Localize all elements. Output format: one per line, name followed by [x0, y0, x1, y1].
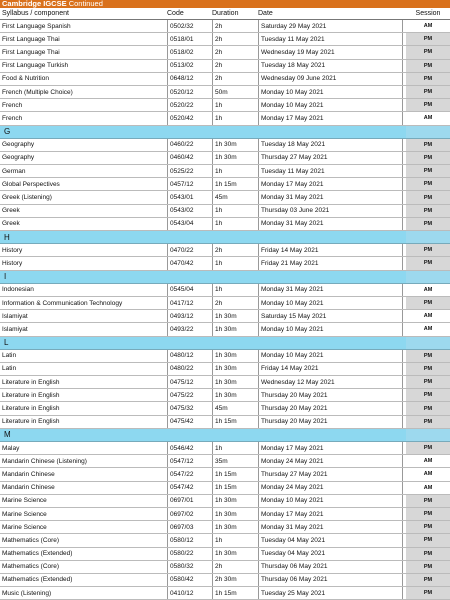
date-cell: Thursday 03 June 2021	[258, 205, 403, 217]
session-cell: PM	[406, 402, 450, 414]
code-cell: 0697/01	[167, 495, 209, 507]
section-header	[0, 429, 450, 442]
session-cell: AM	[406, 482, 450, 494]
duration-cell: 1h 30m	[212, 548, 255, 560]
section-session-cell	[406, 271, 450, 283]
date-cell: Thursday 06 May 2021	[258, 574, 403, 586]
duration-cell: 1h	[212, 99, 255, 111]
table-row	[0, 455, 450, 468]
duration-cell: 2h	[212, 73, 255, 85]
header-subject: Syllabus / component	[2, 10, 69, 17]
session-cell: PM	[406, 534, 450, 546]
session-cell: PM	[406, 548, 450, 560]
date-cell: Wednesday 12 May 2021	[258, 376, 403, 388]
table-row	[0, 310, 450, 323]
subject-cell: Literature in English	[2, 405, 60, 413]
code-cell: 0410/12	[167, 587, 209, 599]
table-row	[0, 561, 450, 574]
date-cell: Monday 17 May 2021	[258, 508, 403, 520]
date-cell: Saturday 15 May 2021	[258, 310, 403, 322]
table-row	[0, 363, 450, 376]
session-cell: PM	[406, 73, 450, 85]
date-cell: Tuesday 11 May 2021	[258, 33, 403, 45]
date-cell: Friday 14 May 2021	[258, 244, 403, 256]
code-cell: 0457/12	[167, 178, 209, 190]
table-row	[0, 548, 450, 561]
subject-cell: Marine Science	[2, 510, 47, 518]
duration-cell: 1h	[212, 165, 255, 177]
banner-title: Cambridge IGCSE	[2, 0, 67, 8]
table-row	[0, 139, 450, 152]
duration-cell: 1h 15m	[212, 482, 255, 494]
subject-cell: French	[2, 114, 23, 122]
code-cell: 0520/12	[167, 86, 209, 98]
table-row	[0, 468, 450, 481]
subject-cell: History	[2, 246, 23, 254]
session-cell: PM	[406, 218, 450, 230]
header-session: Session	[415, 10, 441, 17]
duration-cell: 1h 30m	[212, 508, 255, 520]
session-cell: AM	[406, 284, 450, 296]
date-cell: Wednesday 19 May 2021	[258, 46, 403, 58]
table-row	[0, 376, 450, 389]
session-cell: PM	[406, 205, 450, 217]
code-cell: 0580/12	[167, 534, 209, 546]
table-row	[0, 112, 450, 125]
date-cell: Friday 14 May 2021	[258, 363, 403, 375]
date-cell: Monday 10 May 2021	[258, 323, 403, 335]
duration-cell: 2h	[212, 33, 255, 45]
date-cell: Monday 24 May 2021	[258, 455, 403, 467]
duration-cell: 1h 30m	[212, 376, 255, 388]
code-cell: 0547/22	[167, 468, 209, 480]
date-cell: Monday 31 May 2021	[258, 191, 403, 203]
table-row	[0, 218, 450, 231]
table-row	[0, 178, 450, 191]
duration-cell: 1h	[212, 284, 255, 296]
section-letter: G	[4, 127, 11, 137]
code-cell: 0475/32	[167, 402, 209, 414]
date-cell: Monday 17 May 2021	[258, 442, 403, 454]
table-row	[0, 257, 450, 270]
table-row	[0, 165, 450, 178]
date-cell: Tuesday 04 May 2021	[258, 534, 403, 546]
section-session-cell	[406, 429, 450, 441]
page-banner	[0, 0, 450, 8]
code-cell: 0697/02	[167, 508, 209, 520]
date-cell: Monday 10 May 2021	[258, 99, 403, 111]
session-cell: AM	[406, 455, 450, 467]
subject-cell: Literature in English	[2, 378, 60, 386]
code-cell: 0460/42	[167, 152, 209, 164]
subject-cell: Literature in English	[2, 391, 60, 399]
date-cell: Monday 31 May 2021	[258, 218, 403, 230]
date-cell: Tuesday 04 May 2021	[258, 548, 403, 560]
code-cell: 0493/22	[167, 323, 209, 335]
subject-cell: Islamiyat	[2, 312, 28, 320]
duration-cell: 1h	[212, 534, 255, 546]
duration-cell: 2h 30m	[212, 574, 255, 586]
session-cell: PM	[406, 99, 450, 111]
subject-cell: First Language Thai	[2, 48, 60, 56]
subject-cell: Indonesian	[2, 286, 34, 294]
code-cell: 0417/12	[167, 297, 209, 309]
date-cell: Tuesday 18 May 2021	[258, 139, 403, 151]
duration-cell: 1h 30m	[212, 350, 255, 362]
session-cell: PM	[406, 495, 450, 507]
session-cell: PM	[406, 244, 450, 256]
duration-cell: 2h	[212, 244, 255, 256]
section-header	[0, 271, 450, 284]
table-row	[0, 297, 450, 310]
code-cell: 0648/12	[167, 73, 209, 85]
session-cell: AM	[406, 310, 450, 322]
code-cell: 0518/01	[167, 33, 209, 45]
table-row	[0, 350, 450, 363]
date-cell: Monday 31 May 2021	[258, 284, 403, 296]
table-row	[0, 416, 450, 429]
session-cell: PM	[406, 442, 450, 454]
duration-cell: 1h	[212, 442, 255, 454]
subject-cell: Mathematics (Core)	[2, 536, 60, 544]
date-cell: Monday 17 May 2021	[258, 112, 403, 124]
date-cell: Monday 17 May 2021	[258, 178, 403, 190]
date-cell: Saturday 29 May 2021	[258, 20, 403, 32]
subject-cell: Greek	[2, 220, 20, 228]
table-row	[0, 508, 450, 521]
subject-cell: First Language Spanish	[2, 22, 71, 30]
date-cell: Monday 24 May 2021	[258, 482, 403, 494]
timetable-body	[0, 20, 450, 600]
table-row	[0, 587, 450, 600]
duration-cell: 1h 30m	[212, 139, 255, 151]
session-cell: PM	[406, 416, 450, 428]
session-cell: PM	[406, 165, 450, 177]
code-cell: 0520/42	[167, 112, 209, 124]
subject-cell: Islamiyat	[2, 325, 28, 333]
duration-cell: 1h 30m	[212, 323, 255, 335]
section-header	[0, 231, 450, 244]
session-cell: AM	[406, 112, 450, 124]
section-session-cell	[406, 337, 450, 349]
table-row	[0, 482, 450, 495]
section-letter: H	[4, 232, 10, 242]
session-cell: PM	[406, 297, 450, 309]
session-cell: PM	[406, 363, 450, 375]
date-cell: Monday 10 May 2021	[258, 495, 403, 507]
duration-cell: 1h 30m	[212, 521, 255, 533]
header-date: Date	[258, 10, 273, 17]
subject-cell: Literature in English	[2, 418, 60, 426]
session-cell: AM	[406, 323, 450, 335]
date-cell: Thursday 27 May 2021	[258, 468, 403, 480]
table-row	[0, 20, 450, 33]
date-cell: Thursday 06 May 2021	[258, 561, 403, 573]
duration-cell: 35m	[212, 455, 255, 467]
subject-cell: French (Multiple Choice)	[2, 88, 73, 96]
duration-cell: 2h	[212, 297, 255, 309]
subject-cell: First Language Turkish	[2, 62, 69, 70]
table-row	[0, 99, 450, 112]
code-cell: 0520/22	[167, 99, 209, 111]
table-row	[0, 73, 450, 86]
duration-cell: 1h	[212, 112, 255, 124]
table-header	[0, 8, 450, 20]
date-cell: Monday 10 May 2021	[258, 350, 403, 362]
subject-cell: History	[2, 259, 23, 267]
date-cell: Wednesday 09 June 2021	[258, 73, 403, 85]
code-cell: 0545/04	[167, 284, 209, 296]
duration-cell: 1h	[212, 257, 255, 269]
table-row	[0, 534, 450, 547]
code-cell: 0470/22	[167, 244, 209, 256]
subject-cell: German	[2, 167, 26, 175]
code-cell: 0580/42	[167, 574, 209, 586]
code-cell: 0475/12	[167, 376, 209, 388]
subject-cell: Mathematics (Extended)	[2, 576, 73, 584]
subject-cell: Information & Communication Technology	[2, 299, 123, 307]
section-session-cell	[406, 231, 450, 243]
duration-cell: 1h	[212, 218, 255, 230]
duration-cell: 1h 15m	[212, 587, 255, 599]
session-cell: PM	[406, 33, 450, 45]
table-row	[0, 495, 450, 508]
table-row	[0, 574, 450, 587]
duration-cell: 2h	[212, 60, 255, 72]
subject-cell: French	[2, 101, 23, 109]
duration-cell: 1h 30m	[212, 389, 255, 401]
session-cell: PM	[406, 178, 450, 190]
duration-cell: 1h 30m	[212, 152, 255, 164]
session-cell: PM	[406, 191, 450, 203]
subject-cell: Mathematics (Core)	[2, 563, 60, 571]
subject-cell: Marine Science	[2, 497, 47, 505]
date-cell: Tuesday 25 May 2021	[258, 587, 403, 599]
subject-cell: Mandarin Chinese	[2, 484, 55, 492]
date-cell: Thursday 20 May 2021	[258, 416, 403, 428]
code-cell: 0460/22	[167, 139, 209, 151]
table-row	[0, 442, 450, 455]
code-cell: 0480/12	[167, 350, 209, 362]
duration-cell: 1h 15m	[212, 416, 255, 428]
section-letter: L	[4, 338, 9, 348]
duration-cell: 2h	[212, 561, 255, 573]
table-row	[0, 323, 450, 336]
session-cell: PM	[406, 574, 450, 586]
section-letter: I	[4, 272, 7, 282]
table-row	[0, 46, 450, 59]
subject-cell: Global Perspectives	[2, 180, 60, 188]
duration-cell: 1h 30m	[212, 310, 255, 322]
table-row	[0, 152, 450, 165]
subject-cell: Music (Listening)	[2, 589, 52, 597]
code-cell: 0580/32	[167, 561, 209, 573]
code-cell: 0546/42	[167, 442, 209, 454]
subject-cell: Mandarin Chinese (Listening)	[2, 457, 87, 465]
code-cell: 0547/12	[167, 455, 209, 467]
date-cell: Thursday 27 May 2021	[258, 152, 403, 164]
duration-cell: 50m	[212, 86, 255, 98]
code-cell: 0470/42	[167, 257, 209, 269]
duration-cell: 45m	[212, 191, 255, 203]
table-row	[0, 191, 450, 204]
code-cell: 0475/42	[167, 416, 209, 428]
table-row	[0, 521, 450, 534]
section-header	[0, 126, 450, 139]
session-cell: PM	[406, 257, 450, 269]
table-row	[0, 86, 450, 99]
session-cell: AM	[406, 468, 450, 480]
header-duration: Duration	[212, 10, 239, 17]
subject-cell: Malay	[2, 444, 20, 452]
subject-cell: Geography	[2, 154, 35, 162]
subject-cell: Mandarin Chinese	[2, 470, 55, 478]
session-cell: PM	[406, 60, 450, 72]
subject-cell: Geography	[2, 141, 35, 149]
duration-cell: 1h 15m	[212, 468, 255, 480]
code-cell: 0543/04	[167, 218, 209, 230]
session-cell: PM	[406, 389, 450, 401]
table-row	[0, 60, 450, 73]
duration-cell: 1h 30m	[212, 495, 255, 507]
subject-cell: Mathematics (Extended)	[2, 550, 73, 558]
date-cell: Friday 21 May 2021	[258, 257, 403, 269]
duration-cell: 2h	[212, 46, 255, 58]
code-cell: 0525/22	[167, 165, 209, 177]
section-session-cell	[406, 126, 450, 138]
session-cell: PM	[406, 139, 450, 151]
table-row	[0, 389, 450, 402]
code-cell: 0518/02	[167, 46, 209, 58]
date-cell: Thursday 20 May 2021	[258, 402, 403, 414]
session-cell: PM	[406, 152, 450, 164]
code-cell: 0580/22	[167, 548, 209, 560]
session-cell: AM	[406, 20, 450, 32]
code-cell: 0513/02	[167, 60, 209, 72]
table-row	[0, 33, 450, 46]
header-code: Code	[167, 10, 184, 17]
code-cell: 0493/12	[167, 310, 209, 322]
code-cell: 0547/42	[167, 482, 209, 494]
session-cell: PM	[406, 350, 450, 362]
code-cell: 0480/22	[167, 363, 209, 375]
code-cell: 0697/03	[167, 521, 209, 533]
session-cell: PM	[406, 521, 450, 533]
code-cell: 0475/22	[167, 389, 209, 401]
duration-cell: 1h 30m	[212, 363, 255, 375]
subject-cell: Marine Science	[2, 523, 47, 531]
date-cell: Thursday 20 May 2021	[258, 389, 403, 401]
table-row	[0, 244, 450, 257]
table-row	[0, 402, 450, 415]
table-row	[0, 284, 450, 297]
subject-cell: Greek	[2, 207, 20, 215]
session-cell: PM	[406, 561, 450, 573]
section-letter: M	[4, 430, 11, 440]
subject-cell: Latin	[2, 352, 17, 360]
session-cell: PM	[406, 376, 450, 388]
code-cell: 0543/02	[167, 205, 209, 217]
date-cell: Tuesday 11 May 2021	[258, 165, 403, 177]
date-cell: Tuesday 18 May 2021	[258, 60, 403, 72]
duration-cell: 2h	[212, 20, 255, 32]
date-cell: Monday 31 May 2021	[258, 521, 403, 533]
date-cell: Monday 10 May 2021	[258, 297, 403, 309]
code-cell: 0543/01	[167, 191, 209, 203]
table-row	[0, 205, 450, 218]
banner-continued: Continued	[68, 0, 103, 8]
session-cell: PM	[406, 86, 450, 98]
session-cell: PM	[406, 46, 450, 58]
session-cell: PM	[406, 508, 450, 520]
date-cell: Monday 10 May 2021	[258, 86, 403, 98]
duration-cell: 1h 15m	[212, 178, 255, 190]
duration-cell: 1h	[212, 205, 255, 217]
duration-cell: 45m	[212, 402, 255, 414]
subject-cell: Food & Nutrition	[2, 75, 49, 83]
code-cell: 0502/32	[167, 20, 209, 32]
subject-cell: Greek (Listening)	[2, 194, 52, 202]
subject-cell: First Language Thai	[2, 35, 60, 43]
subject-cell: Latin	[2, 365, 17, 373]
session-cell: PM	[406, 587, 450, 599]
section-header	[0, 337, 450, 350]
